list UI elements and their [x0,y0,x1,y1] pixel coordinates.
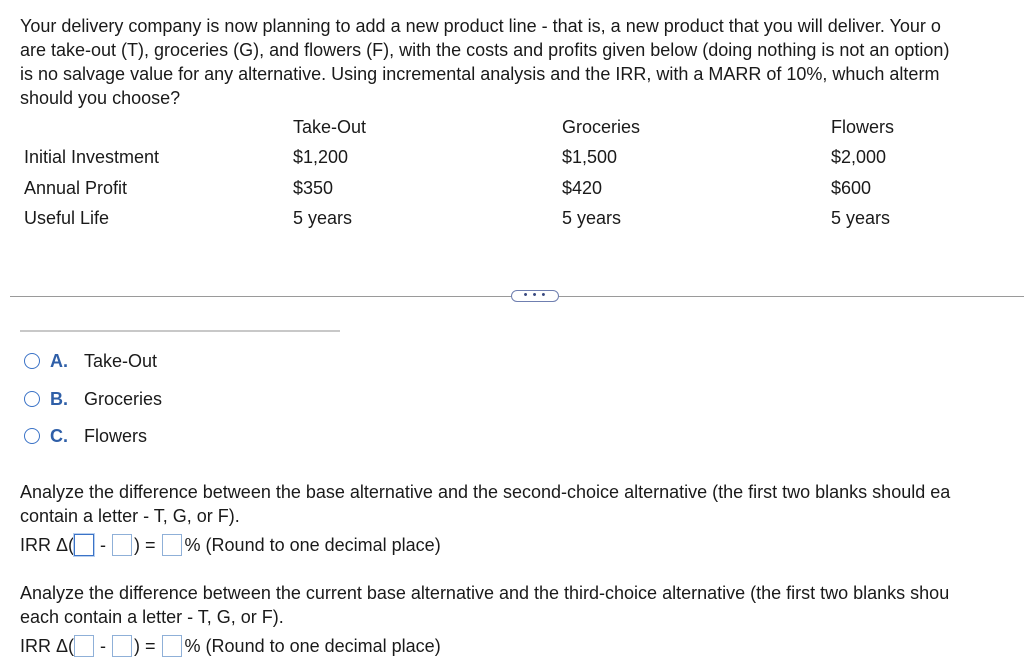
option-a-takeout[interactable] [24,349,157,373]
close-equals: ) = [134,635,156,656]
part2-instructions [20,581,1024,629]
row-label-initial-investment: Initial Investment [24,147,160,167]
option-letter: A. [50,350,68,371]
option-label: Flowers [84,425,148,446]
minus-sign: - [100,635,107,656]
table-cell: 5 years [831,208,891,228]
table-cell: 5 years [293,208,353,228]
table-cell: $350 [293,178,334,198]
close-equals: ) = [134,534,156,555]
option-label: Take-Out [84,350,158,371]
part2-second-letter-input[interactable] [112,635,132,657]
instruction-line: each contain a letter - T, G, or F). [20,607,284,627]
table-cell: $420 [562,178,603,198]
part2-irr-value-input[interactable] [162,635,182,657]
table-cell: $1,200 [293,147,349,167]
part1-first-letter-input[interactable] [74,534,94,556]
table-cell: $1,500 [562,147,618,167]
radio-button-icon[interactable] [24,353,40,369]
irr-label: IRR Δ( [20,635,75,656]
row-label-annual-profit: Annual Profit [24,178,128,198]
question-line: Your delivery company is now planning to add a new product line - that is, a new product that you will deliver. Your o [20,16,941,36]
part2-first-letter-input[interactable] [74,635,94,657]
part1-irr-row [20,532,441,558]
option-c-flowers[interactable] [24,424,147,448]
part1-second-letter-input[interactable] [112,534,132,556]
question-line: is no salvage value for any alternative. Using incremental analysis and the IRR, with a MARR of 10%, whuch alterm [20,64,940,84]
question-line: should you choose? [20,88,181,108]
round-hint: % (Round to one decimal place) [184,635,441,656]
minus-sign: - [100,534,107,555]
question-line: are take-out (T), groceries (G), and flowers (F), with the costs and profits given below (doing nothing is not an option) [20,40,950,60]
column-header-takeout: Take-Out [293,117,367,137]
instruction-line: contain a letter - T, G, or F). [20,506,240,526]
irr-label: IRR Δ( [20,534,75,555]
table-cell: $2,000 [831,147,887,167]
expand-more-button[interactable]: • • • [511,290,559,302]
option-letter: C. [50,425,68,446]
row-label-useful-life: Useful Life [24,208,110,228]
part2-irr-row [20,633,441,659]
question-text [20,14,1024,110]
answer-divider [20,330,340,332]
instruction-line: Analyze the difference between the base alternative and the second-choice alternative (the first two blanks should ea [20,482,951,502]
radio-button-icon[interactable] [24,428,40,444]
radio-button-icon[interactable] [24,391,40,407]
part1-instructions [20,480,1024,528]
option-b-groceries[interactable] [24,387,162,411]
instruction-line: Analyze the difference between the current base alternative and the third-choice alternative (the first two blanks shou [20,583,950,603]
round-hint: % (Round to one decimal place) [184,534,441,555]
table-cell: $600 [831,178,872,198]
column-header-flowers: Flowers [831,117,895,137]
option-label: Groceries [84,388,163,409]
table-cell: 5 years [562,208,622,228]
part1-irr-value-input[interactable] [162,534,182,556]
option-letter: B. [50,388,68,409]
column-header-groceries: Groceries [562,117,641,137]
